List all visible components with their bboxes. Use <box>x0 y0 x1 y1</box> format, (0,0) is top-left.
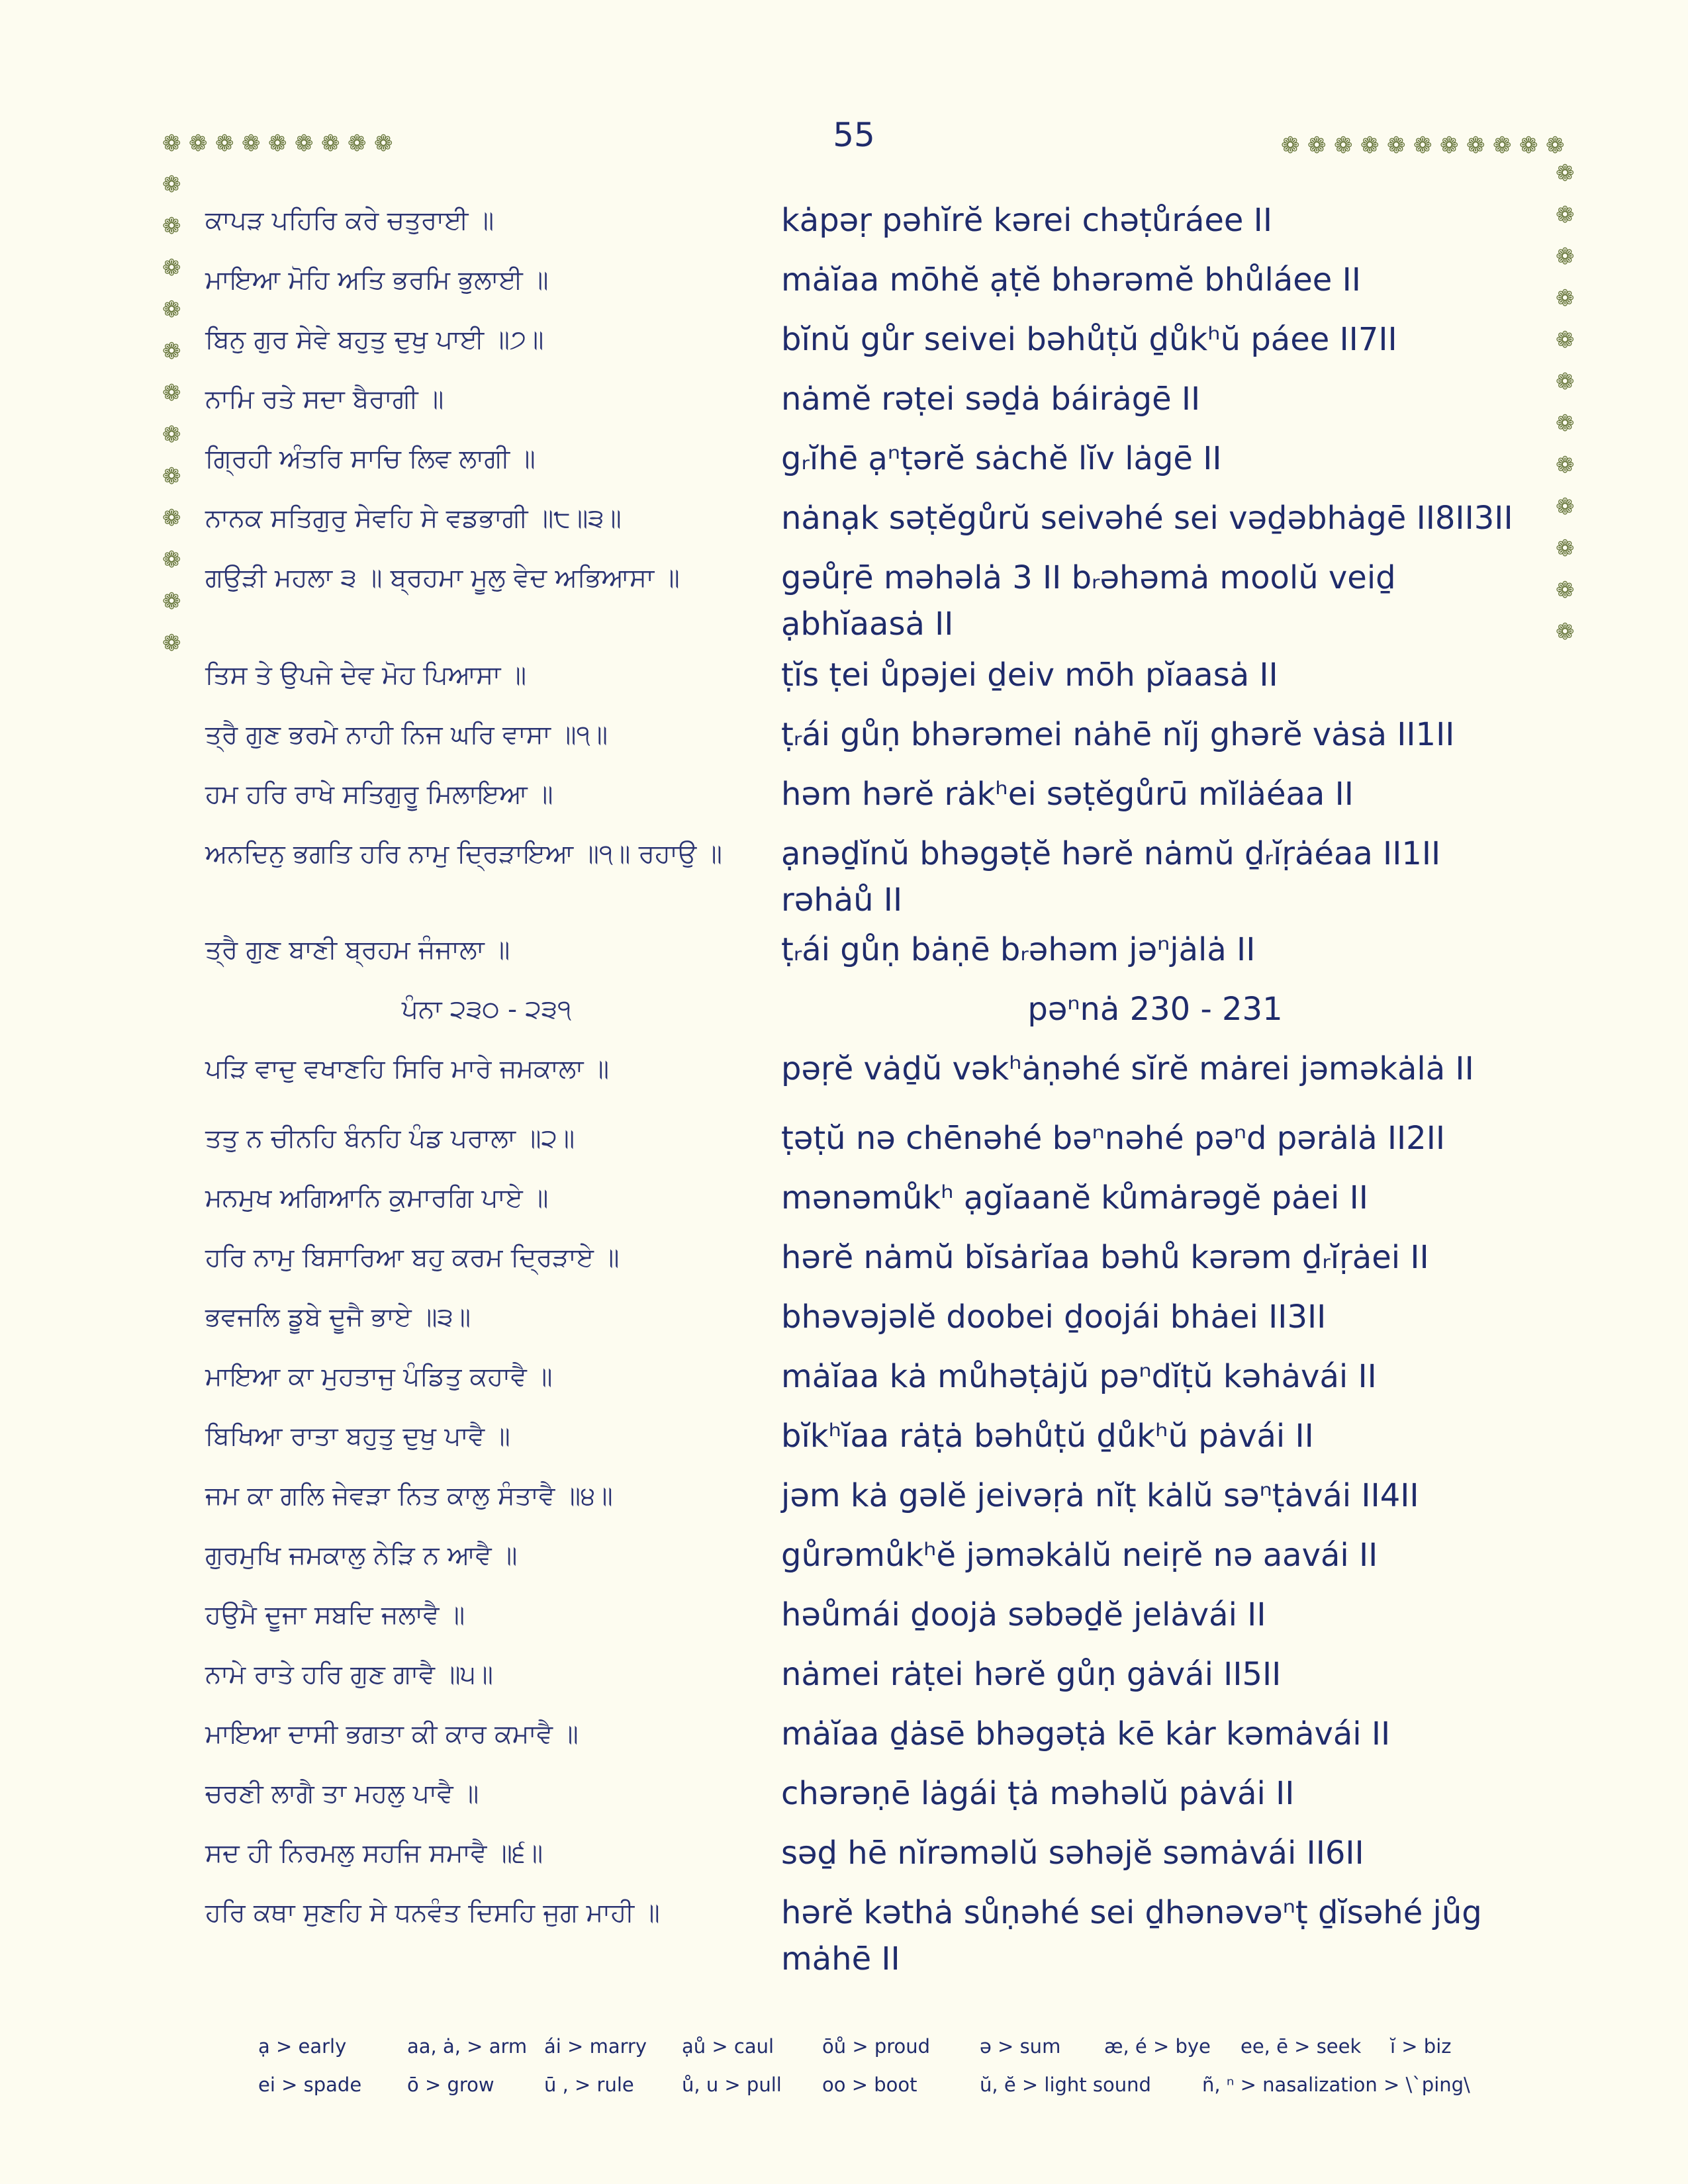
transliteration-text: nȧmei rȧṭei hərĕ gůṇ gȧvái II5II <box>781 1656 1282 1693</box>
flower-icon: ❁ <box>321 130 340 157</box>
gurmukhi-text: ਅਨਦਿਨੁ ਭਗਤਿ ਹਰਿ ਨਾਮੁ ਦ੍ਰਿੜਾਇਆ ॥੧॥ ਰਹਾਉ ॥ <box>205 839 722 869</box>
flower-icon: ❁ <box>162 588 181 615</box>
transliteration-text: nȧmĕ rəṭei səḏȧ báirȧgē II <box>781 381 1201 418</box>
flower-icon: ❁ <box>162 338 181 365</box>
gurmukhi-text: ਬਿਨੁ ਗੁਰ ਸੇਵੇ ਬਹੁਤੁ ਦੁਖੁ ਪਾਈ ॥੭॥ <box>205 325 544 355</box>
flower-icon: ❁ <box>295 130 314 157</box>
transliteration-text: nȧnạk səṭĕgůrŭ seivəhé sei vəḏəbhȧgē II8II3II <box>781 500 1513 537</box>
gurmukhi-text: ਗ੍ਰਿਹੀ ਅੰਤਰਿ ਸਾਚਿ ਲਿਵ ਲਾਗੀ ॥ <box>205 444 536 474</box>
legend-item: ĭ > biz <box>1390 2035 1452 2058</box>
legend-item: ei > spade <box>258 2073 362 2096</box>
gurmukhi-text: ਭਵਜਲਿ ਡੂਬੇ ਦੂਜੈ ਭਾਏ ॥੩॥ <box>205 1302 471 1332</box>
flower-icon: ❁ <box>162 255 181 281</box>
legend-item: ŭ, ĕ > light sound <box>980 2073 1151 2096</box>
gurmukhi-text: ਗਉੜੀ ਮਹਲਾ ੩ ॥ ਬ੍ਰਹਮਾ ਮੂਲੁ ਵੇਦ ਅਭਿਆਸਾ ॥ <box>205 563 680 593</box>
legend-item: ñ, ⁿ > nasalization > \`ping\ <box>1202 2073 1470 2096</box>
gurmukhi-text: ਨਾਨਕ ਸਤਿਗੁਰੁ ਸੇਵਹਿ ਸੇ ਵਡਭਾਗੀ ॥੮॥੩॥ <box>205 504 622 533</box>
gurmukhi-text: ਤ੍ਰੈ ਗੁਣ ਭਰਮੇ ਨਾਹੀ ਨਿਜ ਘਰਿ ਵਾਸਾ ॥੧॥ <box>205 720 608 750</box>
gurmukhi-text: ਮਾਇਆ ਦਾਸੀ ਭਗਤਾ ਕੀ ਕਾਰ ਕਮਾਵੈ ॥ <box>205 1719 579 1749</box>
flower-icon: ❁ <box>1387 132 1406 159</box>
flower-icon: ❁ <box>1360 132 1380 159</box>
transliteration-text: gᵣĭhē ạⁿṭərĕ sȧchĕ lĭv lȧgē II <box>781 440 1222 477</box>
legend-item: ū , > rule <box>544 2073 634 2096</box>
legend-item: aa, ȧ, > arm <box>407 2035 528 2058</box>
flower-icon: ❁ <box>268 130 287 157</box>
gurmukhi-text: ਤ੍ਰੈ ਗੁਣ ਬਾਣੀ ਬ੍ਰਹਮ ਜੰਜਾਲਾ ॥ <box>205 935 510 965</box>
transliteration-text: mȧĭaa mōhĕ ạṭĕ bhərəmĕ bhůláee II <box>781 261 1361 298</box>
transliteration-text: ṭᵣái gůṇ bȧṇē bᵣəhəm jəⁿjȧlȧ II <box>781 931 1256 968</box>
flower-icon: ❁ <box>1556 410 1575 437</box>
transliteration-text: bĭnŭ gůr seivei bəhůṭŭ ḏůkʰŭ páee II7II <box>781 321 1397 358</box>
flower-icon: ❁ <box>1556 285 1575 312</box>
page-number: 55 <box>833 116 875 154</box>
flower-icon: ❁ <box>1546 132 1565 159</box>
page-range-translit: pəⁿnȧ 230 - 231 <box>1027 991 1283 1028</box>
transliteration-text: gůrəmůkʰĕ jəməkȧlŭ neiṛĕ nə aavái II <box>781 1537 1378 1574</box>
page-range-gurmukhi: ਪੰਨਾ ੨੩੦ - ੨੩੧ <box>401 995 572 1024</box>
flower-icon: ❁ <box>1556 244 1575 270</box>
flower-icon: ❁ <box>162 630 181 657</box>
flower-icon: ❁ <box>374 130 393 157</box>
flower-icon: ❁ <box>1556 535 1575 562</box>
flower-icon: ❁ <box>1281 132 1300 159</box>
transliteration-text: ṭəṭŭ nə chēnəhé bəⁿnəhé pəⁿd pərȧlȧ II2II <box>781 1120 1446 1157</box>
transliteration-text: jəm kȧ gəlĕ jeivəṛȧ nĭṭ kȧlŭ səⁿṭȧvái II4II <box>781 1477 1419 1514</box>
transliteration-text: hərĕ kəthȧ sůṇəhé sei ḏhənəvəⁿṭ ḏĭsəhé jůg mȧhē II <box>781 1894 1482 1978</box>
gurmukhi-text: ਹਮ ਹਰਿ ਰਾਖੇ ਸਤਿਗੁਰੂ ਮਿਲਾਇਆ ॥ <box>205 780 553 809</box>
transliteration-text: pəṛĕ vȧḏŭ vəkʰȧṇəhé sĭrĕ mȧrei jəməkȧlȧ II <box>781 1050 1474 1087</box>
flower-icon: ❁ <box>1334 132 1353 159</box>
transliteration-text: bhəvəjəlĕ doobei ḏoojái bhȧei II3II <box>781 1298 1327 1336</box>
flower-icon: ❁ <box>348 130 367 157</box>
gurmukhi-text: ਤਿਸ ਤੇ ਉਪਜੇ ਦੇਵ ਮੋਹ ਪਿਆਸਾ ॥ <box>205 660 527 690</box>
legend-item: ōů > proud <box>822 2035 931 2058</box>
flower-icon: ❁ <box>162 380 181 406</box>
flower-icon: ❁ <box>1413 132 1432 159</box>
flower-icon: ❁ <box>1556 327 1575 353</box>
gurmukhi-text: ਹਰਿ ਕਥਾ ਸੁਣਹਿ ਸੇ ਧਨਵੰਤ ਦਿਸਹਿ ਜੁਗ ਮਾਹੀ ॥ <box>205 1898 660 1928</box>
transliteration-text: kȧpəṛ pəhĭrĕ kərei chəṭůráee II <box>781 202 1272 239</box>
transliteration-text: ṭᵣái gůṇ bhərəmei nȧhē nĭj ghərĕ vȧsȧ II1II <box>781 716 1455 753</box>
transliteration-text: bĭkʰĭaa rȧṭȧ bəhůṭŭ ḏůkʰŭ pȧvái II <box>781 1418 1314 1455</box>
gurmukhi-text: ਨਾਮਿ ਰਤੇ ਸਦਾ ਬੈਰਾਗੀ ॥ <box>205 385 444 414</box>
legend-item: ō > grow <box>407 2073 494 2096</box>
transliteration-text: mənəmůkʰ ạgĭaanĕ kůmȧrəgĕ pȧei II <box>781 1179 1368 1216</box>
flower-icon: ❁ <box>1556 160 1575 187</box>
transliteration-text: həm hərĕ rȧkʰei səṭĕgůrū mĭlȧéaa II <box>781 776 1354 813</box>
legend-item: ạ > early <box>258 2035 347 2058</box>
flower-icon: ❁ <box>1556 369 1575 395</box>
transliteration-text: chərəṇē lȧgái ṭȧ məhəlŭ pȧvái II <box>781 1775 1295 1812</box>
gurmukhi-text: ਜਮ ਕਾ ਗਲਿ ਜੇਵੜਾ ਨਿਤ ਕਾਲੁ ਸੰਤਾਵੈ ॥੪॥ <box>205 1481 613 1511</box>
flower-icon: ❁ <box>1493 132 1512 159</box>
legend-item: oo > boot <box>822 2073 917 2096</box>
legend-item: æ, é > bye <box>1104 2035 1211 2058</box>
flower-icon: ❁ <box>1307 132 1327 159</box>
gurmukhi-text: ਸਦ ਹੀ ਨਿਰਮਲੁ ਸਹਜਿ ਸਮਾਵੈ ॥੬॥ <box>205 1839 543 1868</box>
gurmukhi-text: ਹਉਮੈ ਦੂਜਾ ਸਬਦਿ ਜਲਾਵੈ ॥ <box>205 1600 465 1630</box>
flower-icon: ❁ <box>1556 577 1575 604</box>
transliteration-text: gəůṛē məhəlȧ 3 II bᵣəhəmȧ moolŭ veiḏ ạbhĭaasȧ II <box>781 559 1396 643</box>
legend-item: ee, ē > seek <box>1241 2035 1362 2058</box>
flower-icon: ❁ <box>162 296 181 323</box>
flower-icon: ❁ <box>1440 132 1459 159</box>
flower-icon: ❁ <box>242 130 261 157</box>
legend-item: ə > sum <box>980 2035 1061 2058</box>
gurmukhi-text: ਪੜਿ ਵਾਦੁ ਵਖਾਣਹਿ ਸਿਰਿ ਮਾਰੇ ਜਮਕਾਲਾ ॥ <box>205 1054 610 1084</box>
flower-icon: ❁ <box>162 463 181 490</box>
gurmukhi-text: ਮਨਮੁਖ ਅਗਿਆਨਿ ਕੁਮਾਰਗਿ ਪਾਏ ॥ <box>205 1183 549 1213</box>
transliteration-text: ạnəḏĭnŭ bhəgəṭĕ hərĕ nȧmŭ ḏᵣĭṛȧéaa II1II rəhȧů II <box>781 835 1441 919</box>
flower-icon: ❁ <box>1556 494 1575 520</box>
gurmukhi-text: ਤਤੁ ਨ ਚੀਨਹਿ ਬੰਨਹਿ ਪੰਡ ਪਰਾਲਾ ॥੨॥ <box>205 1124 575 1154</box>
transliteration-text: mȧĭaa kȧ můhəṭȧjŭ pəⁿdĭṭŭ kəhȧvái II <box>781 1358 1377 1395</box>
gurmukhi-text: ਬਿਖਿਆ ਰਾਤਾ ਬਹੁਤੁ ਦੁਖੁ ਪਾਵੈ ॥ <box>205 1422 510 1451</box>
gurmukhi-text: ਮਾਇਆ ਮੋਹਿ ਅਤਿ ਭਰਮਿ ਭੁਲਾਈ ॥ <box>205 265 549 295</box>
flower-icon: ❁ <box>215 130 234 157</box>
transliteration-text: mȧĭaa ḏȧsē bhəgəṭȧ kē kȧr kəmȧvái II <box>781 1715 1391 1752</box>
legend-item: ái > marry <box>544 2035 647 2058</box>
flower-icon: ❁ <box>162 505 181 531</box>
gurmukhi-text: ਮਾਇਆ ਕਾ ਮੁਹਤਾਜੁ ਪੰਡਿਤੁ ਕਹਾਵੈ ॥ <box>205 1362 553 1392</box>
flower-icon: ❁ <box>1556 202 1575 228</box>
legend-item: ạů > caul <box>682 2035 774 2058</box>
transliteration-text: hərĕ nȧmŭ bĭsȧrĭaa bəhů kərəm ḏᵣĭṛȧei II <box>781 1239 1429 1276</box>
flower-icon: ❁ <box>1466 132 1485 159</box>
gurmukhi-text: ਗੁਰਮੁਖਿ ਜਮਕਾਲੁ ਨੇੜਿ ਨ ਆਵੈ ॥ <box>205 1541 518 1570</box>
gurmukhi-text: ਚਰਣੀ ਲਾਗੈ ਤਾ ਮਹਲੁ ਪਾਵੈ ॥ <box>205 1779 479 1809</box>
flower-icon: ❁ <box>1519 132 1538 159</box>
flower-icon: ❁ <box>162 130 181 157</box>
gurmukhi-text: ਕਾਪੜ ਪਹਿਰਿ ਕਰੇ ਚਤੁਰਾਈ ॥ <box>205 206 494 236</box>
flower-icon: ❁ <box>1556 619 1575 645</box>
flower-icon: ❁ <box>162 547 181 573</box>
gurmukhi-text: ਨਾਮੇ ਰਾਤੇ ਹਰਿ ਗੁਣ ਗਾਵੈ ॥੫॥ <box>205 1660 493 1690</box>
gurmukhi-text: ਹਰਿ ਨਾਮੁ ਬਿਸਾਰਿਆ ਬਹੁ ਕਰਮ ਦ੍ਰਿੜਾਏ ॥ <box>205 1243 620 1273</box>
flower-icon: ❁ <box>162 213 181 240</box>
transliteration-text: həůmái ḏoojȧ səbəḏĕ jelȧvái II <box>781 1596 1266 1633</box>
flower-icon: ❁ <box>1556 452 1575 478</box>
flower-icon: ❁ <box>162 422 181 448</box>
transliteration-text: səḏ hē nĭrəməlŭ səhəjĕ səmȧvái II6II <box>781 1835 1364 1872</box>
flower-icon: ❁ <box>189 130 208 157</box>
legend-item: ů, u > pull <box>682 2073 782 2096</box>
flower-icon: ❁ <box>162 171 181 198</box>
transliteration-text: ṭĭs ṭei ůpəjei ḏeiv mōh pĭaasȧ II <box>781 657 1278 694</box>
